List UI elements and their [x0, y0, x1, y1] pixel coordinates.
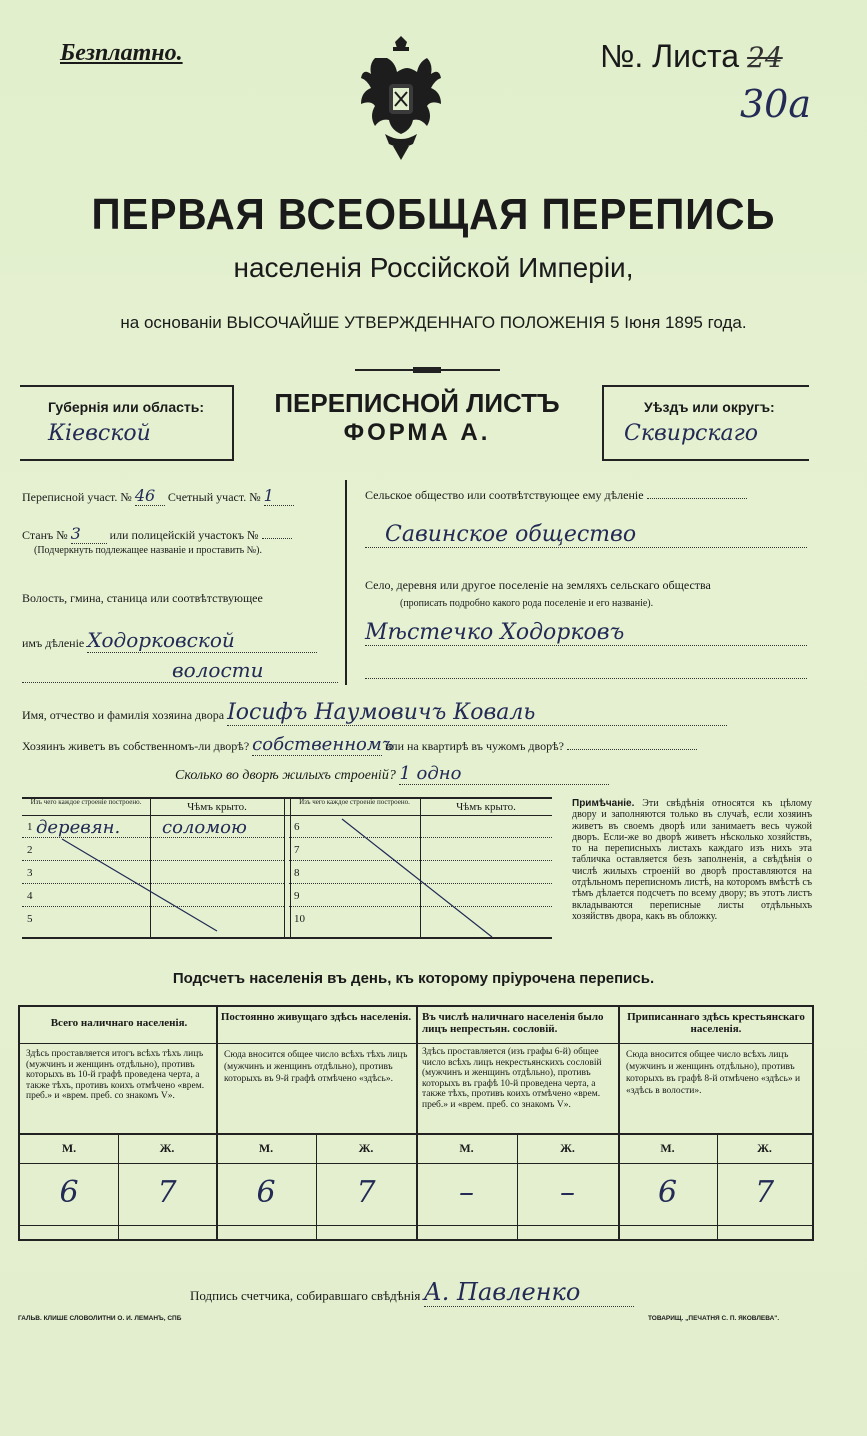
pop-col3-head: Въ числѣ наличнаго населенія было лицъ непрестьян. сословій. — [422, 1011, 604, 1035]
uezd-box — [602, 385, 809, 461]
volost-label-2: имъ дѣленіе — [22, 636, 85, 650]
society-line — [365, 488, 747, 503]
gubernia-label: Губернія или область: — [48, 399, 205, 415]
buildings-table — [22, 797, 552, 939]
village-note: (прописать подробно какого рода поселеніе и его названіе). — [400, 598, 654, 609]
sheet-number-label: №. Листа — [600, 38, 740, 74]
row1-material: деревян. — [36, 817, 121, 838]
police-label: или полицейскій участокъ № — [109, 528, 259, 542]
pop-col1-desc: Здѣсь проставляется итогъ всѣхъ тѣхъ лицъ (мужчинъ и женщинъ отдѣльно), противъ которыхъ въ 10-й графѣ проведена черта, а также тѣхъ, противъ коихъ отмѣчено «врем. преб.» и «врем. преб. со знакомъ V». — [26, 1049, 205, 1101]
pop-col2-desc: Сюда вносится общее число всѣхъ тѣхъ лицъ (мужчинъ и женщинъ отдѣльно), противъ которыхъ въ 9-й графѣ отмѣчено «здѣсь». — [224, 1050, 408, 1084]
row-num-8: 8 — [294, 867, 300, 879]
population-table — [18, 1005, 814, 1241]
village-label: Село, деревня или другое поселеніе на земляхъ сельскаго общества — [365, 578, 711, 592]
signature-label: Подпись счетчика, собиравшаго свѣдѣнія — [190, 1288, 421, 1303]
uezd-label: Уѣздъ или округъ: — [644, 399, 775, 415]
count-district-label: Счетный участ. № — [167, 490, 261, 504]
col-material-left: Изъ чего каждое строеніе построено. — [30, 798, 142, 806]
pop-col1-head: Всего наличнаго населенія. — [50, 1017, 188, 1029]
pop-m-value-3: – — [459, 1175, 474, 1210]
pop-col4-head: Приписаннаго здѣсь крестьянскаго населенія. — [627, 1011, 805, 1035]
owns-label-2: или на квартирѣ въ чужомъ дворѣ? — [385, 739, 564, 753]
note-text: Эти свѣдѣнія относятся къ цѣлому двору и заполняются только въ случаѣ, если хозяинъ живетъ въ своемъ дворѣ или занимаетъ весь чужой дворъ. Если-же во дворѣ живетъ нѣсколько хозяйствъ, то на переписныхъ листахъ каждаго изъ нихъ эта табличка оставляется безъ заполненія, а свѣдѣнія о числѣ жилыхъ строеній во дворѣ проставляются на отдѣльномъ переписномъ листѣ, на которомъ вмѣстѣ съ тѣмъ дѣлается подсчетъ по всему двору; въ этотъ листъ вкладываются переписные листы отдѣльныхъ хозяйствъ двора, какъ въ обложку. — [572, 798, 813, 922]
row1-roof: соломою — [162, 817, 247, 838]
pop-f-label-4: Ж. — [757, 1141, 772, 1155]
pop-f-label-1: Ж. — [159, 1141, 175, 1155]
pop-col4-desc: Сюда вносится общее число всѣхъ лицъ (мужчинъ и женщинъ отдѣльно), противъ которыхъ въ графѣ 8-й отмѣчено «здѣсь» и «здѣсь в волости». — [626, 1050, 801, 1096]
signature-line — [190, 1278, 634, 1307]
owns-label: Хозяинъ живетъ въ собственномъ-ли дворѣ? — [22, 739, 250, 753]
col-roof-right: Чѣмъ крыто. — [456, 801, 516, 813]
pop-m-label-1: М. — [61, 1141, 77, 1155]
pop-f-value-4: 7 — [754, 1175, 775, 1210]
pop-col2-head: Постоянно живущаго здѣсь населенія. — [220, 1011, 412, 1023]
pop-m-label-3: М. — [459, 1141, 474, 1155]
row-num-3: 3 — [27, 867, 33, 879]
row-num-9: 9 — [294, 890, 300, 902]
pop-m-value-2: 6 — [256, 1175, 276, 1210]
row-num-2: 2 — [27, 844, 33, 856]
stan-label: Станъ № — [22, 528, 68, 542]
form-title-1: ПЕРЕПИСНОЙ ЛИСТЪ — [274, 388, 560, 418]
pop-m-label-4: М. — [660, 1141, 675, 1155]
buildings-line — [175, 763, 609, 785]
society-label: Сельское общество или соотвѣтствующее ему дѣленіе — [365, 488, 644, 502]
stan-line — [22, 524, 292, 544]
ornament-divider — [355, 360, 500, 366]
owns-line — [22, 734, 697, 756]
buildings-label: Сколько во дворѣ жилыхъ строеній? — [175, 768, 396, 783]
gubernia-box — [20, 385, 234, 461]
owner-label: Имя, отчество и фамилія хозяина двора — [22, 708, 225, 722]
row-num-4: 4 — [27, 890, 33, 902]
society-value: Савинское общество — [365, 522, 807, 548]
pop-f-value-2: 7 — [356, 1175, 376, 1210]
buildings-value: 1 одно — [399, 763, 609, 785]
footer-right: ТОВАРИЩ. „ПЕЧАТНЯ С. П. ЯКОВЛЕВА". — [648, 1315, 780, 1322]
pop-m-label-2: М. — [258, 1141, 274, 1155]
pop-m-value-1: 6 — [59, 1175, 79, 1210]
sheet-number-handwritten: 30а — [740, 82, 812, 126]
district-line — [22, 486, 294, 506]
col-material-right: Изъ чего каждое строеніе построено. — [299, 798, 410, 806]
owner-line — [22, 700, 727, 726]
row-num-5: 5 — [27, 913, 33, 925]
population-title: Подсчетъ населенія въ день, къ которому пріурочена перепись. — [172, 970, 655, 987]
signature-value: А. Павленко — [424, 1278, 634, 1307]
gubernia-value: Кiевской — [48, 421, 151, 446]
footer-left: ГАЛЬВ. КЛИШЕ СЛОВОЛИТНИ О. И. ЛЕМАНЪ, СПБ — [18, 1315, 182, 1322]
details-divider — [345, 480, 347, 685]
stan-value: 3 — [71, 524, 107, 544]
pop-f-value-1: 7 — [157, 1175, 177, 1210]
main-title: ПЕРВАЯ ВСЕОБЩАЯ ПЕРЕПИСЬ — [91, 190, 776, 239]
pop-f-label-2: Ж. — [358, 1141, 374, 1155]
owner-value: Іосифъ Наумовичъ Коваль — [227, 700, 727, 726]
pop-col3-desc: Здѣсь проставляется (изъ графы 6-й) общее число всѣхъ лицъ некрестьянскихъ сословій (мужчинъ и женщинъ отдѣльно), противъ которыхъ въ графѣ 10-й проведена черта, а также тѣхъ, противъ коихъ отмѣчено «врем. преб.» и «врем. преб. со знакомъ V». — [422, 1047, 602, 1110]
count-district-value: 1 — [264, 486, 294, 506]
row-num-6: 6 — [294, 821, 300, 833]
form-title-2: ФОРМА А. — [343, 419, 491, 446]
stan-note: (Подчеркнуть подлежащее названіе и проставить №). — [34, 545, 262, 556]
volost-line — [22, 628, 317, 653]
row-num-10: 10 — [294, 913, 305, 925]
volost-value-1: Ходорковской — [87, 628, 317, 653]
village-blank-line — [365, 660, 807, 679]
row-num-1: 1 — [27, 821, 33, 833]
form-title-block — [232, 388, 602, 447]
strike-lines — [22, 797, 552, 939]
census-district-value: 46 — [135, 486, 165, 506]
volost-label: Волость, гмина, станица или соотвѣтствующее — [22, 591, 263, 605]
free-label: Безплатно. — [60, 40, 183, 66]
row-num-7: 7 — [294, 844, 300, 856]
volost-value-2: волости — [22, 658, 338, 683]
basis-line: на основаніи ВЫСОЧАЙШЕ УТВЕРЖДЕННАГО ПОЛОЖЕНІЯ 5 Іюня 1895 года. — [120, 313, 747, 332]
sheet-number — [600, 38, 783, 75]
uezd-value: Сквирскаго — [624, 421, 758, 446]
village-value: Мѣстечко Ходорковъ — [365, 620, 807, 646]
pop-f-value-3: – — [560, 1175, 575, 1210]
sub-title: населенія Россійской Имперіи, — [233, 252, 634, 283]
note-heading: Примѣчаніе. — [572, 798, 635, 809]
pop-f-label-3: Ж. — [560, 1141, 575, 1155]
imperial-eagle-emblem — [355, 34, 447, 166]
sheet-number-struck: 24 — [747, 41, 783, 74]
note-block — [572, 798, 812, 922]
census-district-label: Переписной участ. № — [22, 490, 132, 504]
pop-m-value-4: 6 — [657, 1175, 678, 1210]
col-roof-left: Чѣмъ крыто. — [187, 801, 247, 813]
owns-value: собственномъ — [252, 734, 394, 755]
